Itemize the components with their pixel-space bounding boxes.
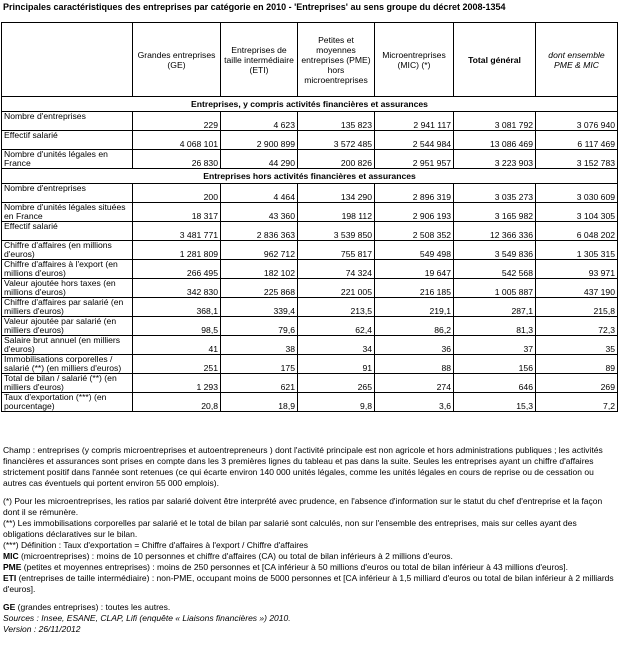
table-row bbox=[2, 150, 618, 169]
cell-value: 19 647 bbox=[375, 260, 454, 279]
cell-value: 37 bbox=[454, 336, 536, 355]
cell-value: 6 117 469 bbox=[536, 131, 618, 150]
cell-value: 266 495 bbox=[133, 260, 221, 279]
cell-value: 3 035 273 bbox=[454, 184, 536, 203]
cell-value: 3 030 609 bbox=[536, 184, 618, 203]
cell-value: 216 185 bbox=[375, 279, 454, 298]
cell-value: 198 112 bbox=[298, 203, 375, 222]
cell-value: 1 281 809 bbox=[133, 241, 221, 260]
cell-value: 3 572 485 bbox=[298, 131, 375, 150]
cell-value: 3 223 903 bbox=[454, 150, 536, 169]
cell-value: 437 190 bbox=[536, 279, 618, 298]
section-1 bbox=[2, 97, 618, 169]
cell-value: 342 830 bbox=[133, 279, 221, 298]
row-label: Chiffre d'affaires par salarié (en milliers d'euros) bbox=[2, 298, 133, 317]
cell-value: 339,4 bbox=[221, 298, 298, 317]
note-version: Version : 26/11/2012 bbox=[3, 624, 81, 634]
note-pme bbox=[3, 562, 615, 573]
table-row bbox=[2, 260, 618, 279]
cell-value: 41 bbox=[133, 336, 221, 355]
cell-value: 34 bbox=[298, 336, 375, 355]
cell-value: 15,3 bbox=[454, 393, 536, 412]
table-row bbox=[2, 317, 618, 336]
cell-value: 44 290 bbox=[221, 150, 298, 169]
section-2 bbox=[2, 169, 618, 412]
table-row bbox=[2, 203, 618, 222]
cell-value: 35 bbox=[536, 336, 618, 355]
cell-value: 2 900 899 bbox=[221, 131, 298, 150]
cell-value: 3 081 792 bbox=[454, 112, 536, 131]
cell-value: 221 005 bbox=[298, 279, 375, 298]
cell-value: 3,6 bbox=[375, 393, 454, 412]
cell-value: 229 bbox=[133, 112, 221, 131]
row-label: Chiffre d'affaires (en millions d'euros) bbox=[2, 241, 133, 260]
cell-value: 6 048 202 bbox=[536, 222, 618, 241]
cell-value: 225 868 bbox=[221, 279, 298, 298]
note-eti-term: ETI bbox=[3, 573, 17, 583]
cell-value: 4 068 101 bbox=[133, 131, 221, 150]
header-ge: Grandes entreprises (GE) bbox=[133, 23, 221, 97]
data-table bbox=[1, 22, 618, 412]
cell-value: 72,3 bbox=[536, 317, 618, 336]
cell-value: 219,1 bbox=[375, 298, 454, 317]
cell-value: 2 941 117 bbox=[375, 112, 454, 131]
cell-value: 26 830 bbox=[133, 150, 221, 169]
header-dont: dont ensemble PME & MIC bbox=[536, 23, 618, 97]
header-total: Total général bbox=[454, 23, 536, 97]
note-sources: Sources : Insee, ESANE, CLAP, Lifi (enquête « Liaisons financières ») 2010. bbox=[3, 613, 291, 623]
row-label: Chiffre d'affaires à l'export (en millions d'euros) bbox=[2, 260, 133, 279]
header-mic: Microentreprises (MIC) (*) bbox=[375, 23, 454, 97]
cell-value: 251 bbox=[133, 355, 221, 374]
cell-value: 4 623 bbox=[221, 112, 298, 131]
cell-value: 36 bbox=[375, 336, 454, 355]
cell-value: 93 971 bbox=[536, 260, 618, 279]
table-row bbox=[2, 184, 618, 203]
cell-value: 213,5 bbox=[298, 298, 375, 317]
note-mic bbox=[3, 551, 615, 562]
cell-value: 755 817 bbox=[298, 241, 375, 260]
table-row bbox=[2, 279, 618, 298]
notes bbox=[3, 445, 615, 635]
cell-value: 3 539 850 bbox=[298, 222, 375, 241]
cell-value: 86,2 bbox=[375, 317, 454, 336]
cell-value: 3 165 982 bbox=[454, 203, 536, 222]
cell-value: 74 324 bbox=[298, 260, 375, 279]
cell-value: 13 086 469 bbox=[454, 131, 536, 150]
note-mic-def: (microentreprises) : moins de 10 personnes et chiffre d'affaires (CA) ou total de bilan inférieurs à 2 millions d'euros. bbox=[18, 551, 453, 561]
header-corner bbox=[2, 23, 133, 97]
cell-value: 91 bbox=[298, 355, 375, 374]
cell-value: 269 bbox=[536, 374, 618, 393]
cell-value: 962 712 bbox=[221, 241, 298, 260]
cell-value: 287,1 bbox=[454, 298, 536, 317]
cell-value: 9,8 bbox=[298, 393, 375, 412]
cell-value: 2 544 984 bbox=[375, 131, 454, 150]
row-label: Nombre d'unités légales en France bbox=[2, 150, 133, 169]
cell-value: 3 076 940 bbox=[536, 112, 618, 131]
cell-value: 1 005 887 bbox=[454, 279, 536, 298]
cell-value: 621 bbox=[221, 374, 298, 393]
note-ge bbox=[3, 602, 615, 613]
row-label: Valeur ajoutée par salarié (en milliers d'euros) bbox=[2, 317, 133, 336]
cell-value: 549 498 bbox=[375, 241, 454, 260]
row-label: Total de bilan / salarié (**) (en milliers d'euros) bbox=[2, 374, 133, 393]
note-eti bbox=[3, 573, 615, 595]
cell-value: 2 836 363 bbox=[221, 222, 298, 241]
table-row bbox=[2, 298, 618, 317]
table-row bbox=[2, 374, 618, 393]
cell-value: 4 464 bbox=[221, 184, 298, 203]
cell-value: 542 568 bbox=[454, 260, 536, 279]
cell-value: 1 305 315 bbox=[536, 241, 618, 260]
row-label: Effectif salarié bbox=[2, 131, 133, 150]
cell-value: 43 360 bbox=[221, 203, 298, 222]
cell-value: 265 bbox=[298, 374, 375, 393]
cell-value: 3 104 305 bbox=[536, 203, 618, 222]
cell-value: 38 bbox=[221, 336, 298, 355]
row-label: Salaire brut annuel (en milliers d'euros) bbox=[2, 336, 133, 355]
note-1: (*) Pour les microentreprises, les ratios par salarié doivent être interprété avec prudence, en l'absence d'information sur le statut du chef d'entreprise et la façon dont il se rémunère. bbox=[3, 496, 603, 517]
cell-value: 1 293 bbox=[133, 374, 221, 393]
note-ge-term: GE bbox=[3, 602, 16, 612]
note-pme-def: (petites et moyennes entreprises) : moins de 250 personnes et [CA inférieur à 50 millions d'euros ou total de bilan inférieur à 43 millions d'euros]. bbox=[21, 562, 569, 572]
row-label: Valeur ajoutée hors taxes (en millions d'euros) bbox=[2, 279, 133, 298]
row-label: Taux d'exportation (***) (en pourcentage) bbox=[2, 393, 133, 412]
cell-value: 134 290 bbox=[298, 184, 375, 203]
row-label: Effectif salarié bbox=[2, 222, 133, 241]
cell-value: 200 826 bbox=[298, 150, 375, 169]
cell-value: 88 bbox=[375, 355, 454, 374]
cell-value: 135 823 bbox=[298, 112, 375, 131]
cell-value: 18 317 bbox=[133, 203, 221, 222]
header-pme: Petites et moyennes entreprises (PME) hors microentreprises bbox=[298, 23, 375, 97]
note-mic-term: MIC bbox=[3, 551, 19, 561]
cell-value: 3 549 836 bbox=[454, 241, 536, 260]
cell-value: 156 bbox=[454, 355, 536, 374]
section-title: Entreprises, y compris activités financières et assurances bbox=[2, 97, 618, 112]
row-label: Nombre d'entreprises bbox=[2, 184, 133, 203]
table-row bbox=[2, 393, 618, 412]
cell-value: 274 bbox=[375, 374, 454, 393]
row-label: Nombre d'unités légales situées en France bbox=[2, 203, 133, 222]
cell-value: 2 951 957 bbox=[375, 150, 454, 169]
cell-value: 368,1 bbox=[133, 298, 221, 317]
cell-value: 81,3 bbox=[454, 317, 536, 336]
table-row bbox=[2, 336, 618, 355]
cell-value: 3 152 783 bbox=[536, 150, 618, 169]
cell-value: 7,2 bbox=[536, 393, 618, 412]
note-pme-term: PME bbox=[3, 562, 22, 572]
cell-value: 18,9 bbox=[221, 393, 298, 412]
note-ge-def: (grandes entreprises) : toutes les autres. bbox=[15, 602, 171, 612]
table-row bbox=[2, 131, 618, 150]
cell-value: 12 366 336 bbox=[454, 222, 536, 241]
cell-value: 2 508 352 bbox=[375, 222, 454, 241]
table-row bbox=[2, 241, 618, 260]
row-label: Nombre d'entreprises bbox=[2, 112, 133, 131]
table-row bbox=[2, 112, 618, 131]
cell-value: 98,5 bbox=[133, 317, 221, 336]
cell-value: 62,4 bbox=[298, 317, 375, 336]
note-2: (**) Les immobilisations corporelles par salarié et le total de bilan par salarié sont calculés, non sur l'ensemble des entreprises, mais sur celles ayant des obligations déclaratives sur le bilan. bbox=[3, 518, 577, 539]
cell-value: 79,6 bbox=[221, 317, 298, 336]
note-champ: Champ : entreprises (y compris microentreprises et autoentrepreneurs ) dont l'activité principale est non agricole et hors administrations publiques ; les activités financières et assurances sont prises en compte dans les 3 premières lignes du tableau et pas dans la suite. Seules les entreprises ayant un chiffre d'affaires strictement positif dans l'année sont retenues (ce qui écarte environ 140 000 unités légales, comme les unités légales en cours de reprise ou de cessation ou autres cas éventuels qui portent environ 55 000 emplois). bbox=[3, 445, 603, 488]
cell-value: 646 bbox=[454, 374, 536, 393]
cell-value: 20,8 bbox=[133, 393, 221, 412]
header-row bbox=[2, 23, 618, 97]
cell-value: 182 102 bbox=[221, 260, 298, 279]
section-title: Entreprises hors activités financières et assurances bbox=[2, 169, 618, 184]
cell-value: 215,8 bbox=[536, 298, 618, 317]
table-title: Principales caractéristiques des entreprises par catégorie en 2010 - 'Entreprises' au sens groupe du décret 2008-1354 bbox=[3, 2, 506, 12]
table-row bbox=[2, 222, 618, 241]
cell-value: 2 906 193 bbox=[375, 203, 454, 222]
cell-value: 3 481 771 bbox=[133, 222, 221, 241]
cell-value: 89 bbox=[536, 355, 618, 374]
cell-value: 175 bbox=[221, 355, 298, 374]
cell-value: 200 bbox=[133, 184, 221, 203]
table-row bbox=[2, 355, 618, 374]
cell-value: 2 896 319 bbox=[375, 184, 454, 203]
header-eti: Entreprises de taille intermédiaire (ETI) bbox=[221, 23, 298, 97]
note-3: (***) Définition : Taux d'exportation = Chiffre d'affaires à l'export / Chiffre d'affaires bbox=[3, 540, 309, 550]
row-label: Immobilisations corporelles / salarié (**) (en milliers d'euros) bbox=[2, 355, 133, 374]
note-eti-def: (entreprises de taille intermédiaire) : non-PME, occupant moins de 5000 personnes et [CA inférieur à 1,5 milliard d'euros ou total de bilan inférieur à 2 milliards d'euros]. bbox=[3, 573, 614, 594]
